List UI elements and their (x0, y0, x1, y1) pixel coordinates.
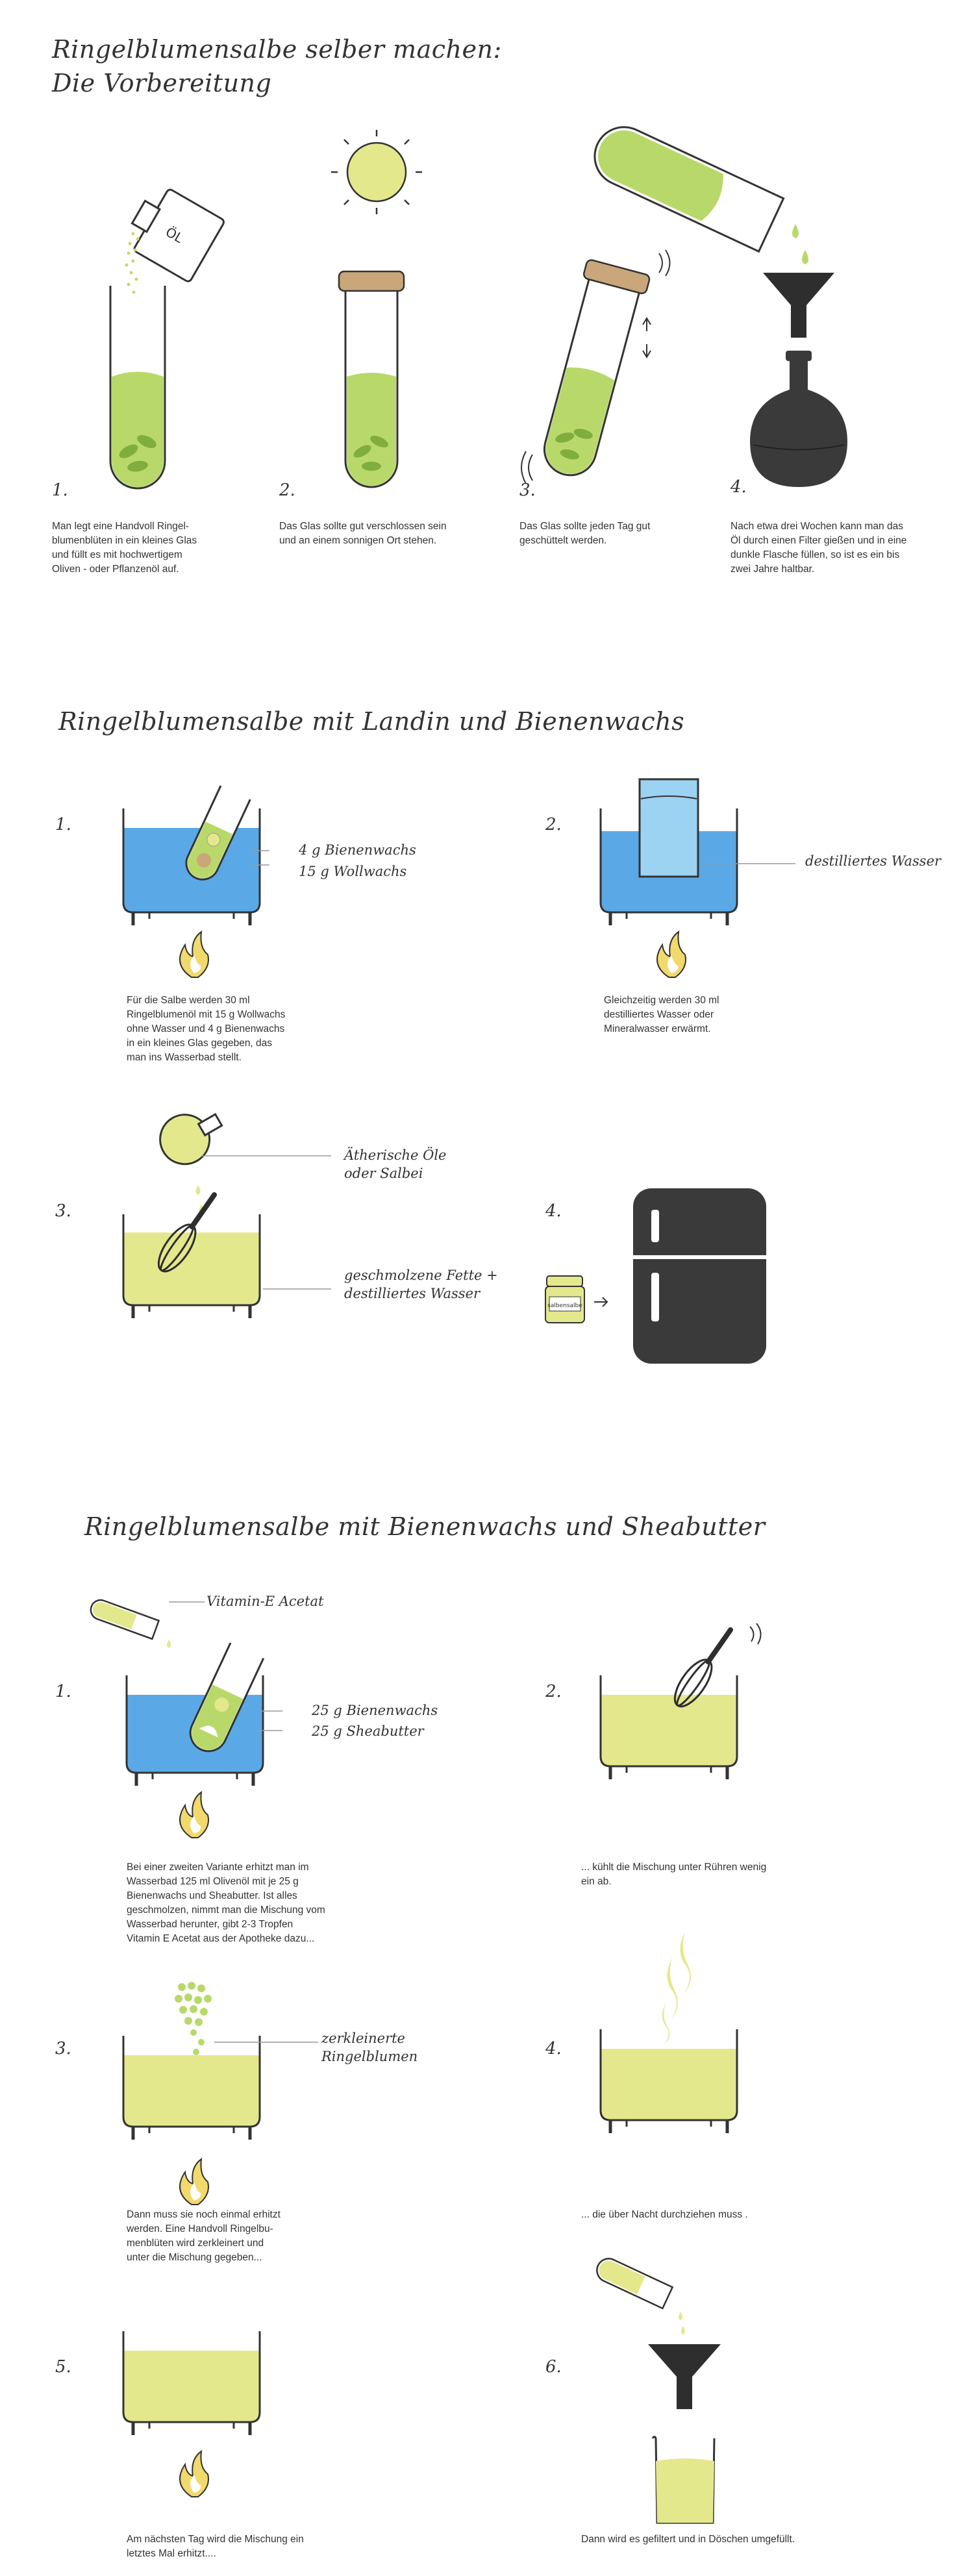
section3-step5-illustration (123, 2331, 331, 2539)
funnel-icon (763, 273, 834, 338)
section3-step5-number: 5. (55, 2357, 71, 2377)
petals-icon (175, 1982, 212, 2055)
section1-step4-illustration (623, 110, 870, 506)
section2-step2-illustration (601, 779, 834, 981)
label-destilliertes-wasser: destilliertes Wasser (805, 853, 942, 869)
section1-step4-caption: Nach etwa drei Wochen kann man das Öl durch einen Filter gießen und in eine dunkle Flasche füllen, so ist es ein bis zwei Jahre haltbar. (730, 521, 907, 575)
salve-jar-label: salbensalbe (547, 1303, 582, 1309)
section1-step1-caption: Man legt eine Handvoll Ringel- blumenblüten in ein kleines Glas und füllt es mit hochwertigem Oliven - oder Pflanzenöl auf. (52, 521, 197, 575)
flame-icon (180, 2451, 208, 2497)
section3-step2-number: 2. (545, 1682, 562, 1701)
section2-step2-number: 2. (545, 815, 562, 834)
section3-step1-number: 1. (55, 1682, 71, 1701)
water-glass-icon (640, 779, 698, 877)
section3-title: Ringelblumensalbe mit Bienenwachs und Sheabutter (84, 1512, 766, 1541)
section3-step5-caption: Am nächsten Tag wird die Mischung ein letztes Mal erhitzt.... (127, 2534, 304, 2559)
section3-step6-illustration (610, 2253, 753, 2532)
round-flask-icon (151, 1099, 231, 1173)
filled-glass-icon (653, 2437, 714, 2523)
section3-step4-illustration (601, 1932, 808, 2140)
flame-icon (657, 932, 686, 977)
section3-step2-caption: ... kühlt die Mischung unter Rühren wenig ein ab. (581, 1862, 767, 1887)
section1-step1-number: 1. (52, 481, 68, 500)
steam-icon (662, 1932, 691, 2044)
mixing-pot-icon (123, 2036, 260, 2140)
test-tube-icon (110, 286, 165, 488)
label-vitamin-e-acetat: Vitamin-E Acetat (206, 1594, 324, 1609)
section2-step4-illustration (545, 1185, 779, 1380)
section3-step3-number: 3. (55, 2039, 71, 2058)
label-bienenwachs-25g: 25 g Bienenwachs (312, 1703, 438, 1718)
section1-step4-number: 4. (730, 477, 747, 497)
oil-bottle-label: ÖL (162, 223, 186, 247)
mixing-pot-icon (123, 1214, 260, 1318)
fridge-icon (633, 1188, 766, 1364)
pouring-tube-icon (593, 2255, 672, 2308)
section3-step2-illustration (601, 1623, 808, 1792)
label-zerkleinerte-ringelblumen: zerkleinerte Ringelblumen (321, 2031, 418, 2064)
section1-step2-number: 2. (279, 481, 295, 500)
dark-bottle-icon (750, 351, 847, 487)
salve-jar-icon (545, 1276, 584, 1323)
section3-step3-caption: Dann muss sie noch einmal erhitzt werden. Eine Handvoll Ringelbu- menblüten wird zerkleinert und unter die Mischung gegeben... (127, 2209, 281, 2263)
drop-icon (167, 1640, 171, 1648)
section1-step2-caption: Das Glas sollte gut verschlossen sein und an einem sonnigen Ort stehen. (279, 521, 447, 546)
section3-step4-number: 4. (545, 2039, 562, 2058)
section2-title: Ringelblumensalbe mit Landin und Bienenwachs (58, 707, 685, 736)
mixing-pot-icon (123, 2331, 260, 2435)
section3-step3-illustration (123, 1981, 331, 2227)
arrow-right-icon (594, 1297, 607, 1307)
section1-step3-caption: Das Glas sollte jeden Tag gut geschüttelt werden. (519, 521, 651, 546)
section2-step1-number: 1. (55, 815, 71, 834)
label-wollwachs-15g: 15 g Wollwachs (299, 864, 407, 879)
section3-step6-caption: Dann wird es gefiltert und in Döschen umgefüllt. (581, 2534, 795, 2545)
label-geschmolzene-fette: geschmolzene Fette + destilliertes Wasser (344, 1268, 498, 1301)
section3-step6-number: 6. (545, 2357, 562, 2377)
section2-step4-number: 4. (545, 1201, 562, 1221)
section1-step1-illustration (97, 156, 240, 506)
pouring-tube-icon (585, 118, 783, 251)
section2-step3-number: 3. (55, 1201, 71, 1221)
label-aetherische-oele: Ätherische Öle oder Salbei (344, 1147, 447, 1181)
mixing-pot-icon (601, 1675, 737, 1779)
closed-jar-icon (339, 271, 404, 487)
vitamin-tube-icon (88, 1597, 159, 1639)
section1-title-line1: Ringelblumensalbe selber machen: (52, 35, 502, 64)
section2-step1-illustration (123, 786, 409, 981)
section2-step2-caption: Gleichzeitig werden 30 ml destilliertes Wasser oder Mineralwasser erwärmt. (604, 995, 719, 1034)
funnel-icon (648, 2344, 721, 2409)
flame-icon (180, 2159, 208, 2205)
section1-step3-number: 3. (519, 481, 536, 500)
oil-bottle-icon (121, 181, 225, 282)
section1-step2-illustration (312, 130, 455, 506)
flame-icon (180, 1792, 208, 1838)
oil-drop-icon (792, 224, 808, 264)
label-sheabutter-25g: 25 g Sheabutter (312, 1723, 424, 1739)
drop-icon (679, 2312, 685, 2334)
section1-title-line2: Die Vorbereitung (52, 69, 272, 97)
section1-title (52, 32, 502, 100)
flame-icon (180, 932, 208, 977)
label-bienenwachs-4g: 4 g Bienenwachs (299, 842, 416, 858)
mixing-pot-icon (601, 2029, 737, 2133)
section2-step1-caption: Für die Salbe werden 30 ml Ringelblumenöl mit 15 g Wollwachs ohne Wasser und 4 g Bienenwachs in ein kleines Glas gegeben, das man ins Wasserbad stellt. (127, 995, 286, 1063)
sun-icon (331, 130, 422, 214)
section3-step4-caption: ... die über Nacht durchziehen muss . (581, 2209, 748, 2220)
section3-step1-caption: Bei einer zweiten Variante erhitzt man im Wasserbad 125 ml Olivenöl mit je 25 g Bienenwachs und Sheabutter. Ist alles geschmolzen, nimmt man die Mischung vom Wasserbad herunter, gibt 2-3 Tropfen Vitamin E Acetat aus der Apotheke dazu... (127, 1862, 325, 1944)
